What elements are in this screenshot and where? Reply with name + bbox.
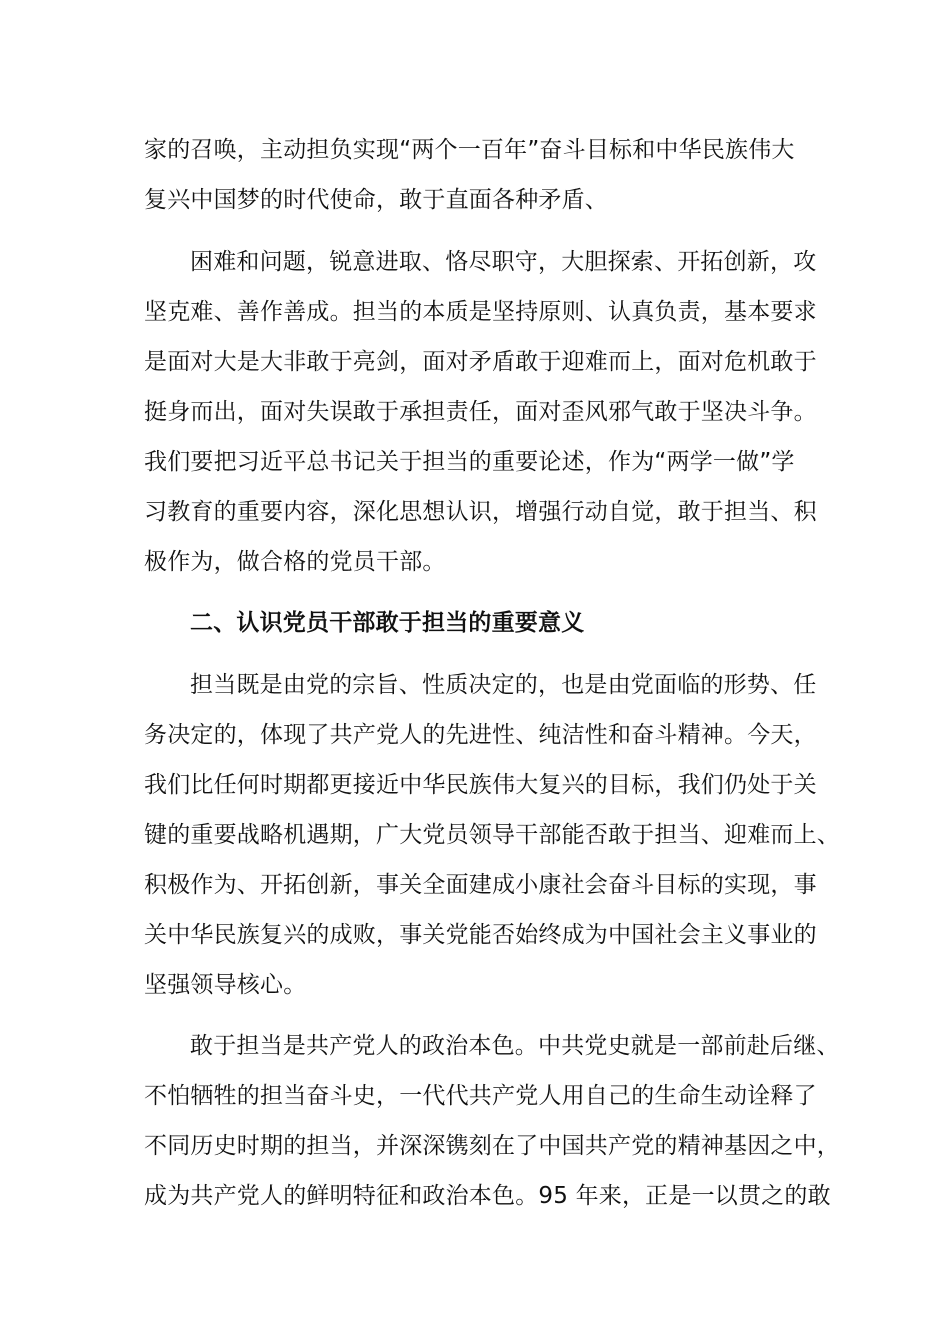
paragraph-2-line-4: 挺身而出，面对失误敢于承担责任，面对歪风邪气敢于坚决斗争。 <box>144 399 817 425</box>
paragraph-4-line-4: 成为共产党人的鲜明特征和政治本色。95 年来，正是一以贯之的敢 <box>144 1183 831 1209</box>
paragraph-2-line-5: 我们要把习近平总书记关于担当的重要论述，作为“两学一做”学 <box>144 449 795 475</box>
paragraph-4-line-1: 敢于担当是共产党人的政治本色。中共党史就是一部前赴后继、 <box>190 1033 840 1059</box>
paragraph-2-line-1: 困难和问题，锐意进取、恪尽职守，大胆探索、开拓创新，攻 <box>190 249 817 275</box>
paragraph-2-line-3: 是面对大是大非敢于亮剑，面对矛盾敢于迎难而上，面对危机敢于 <box>144 349 817 375</box>
paragraph-4-line-2: 不怕牺牲的担当奋斗史，一代代共产党人用自己的生命生动诠释了 <box>144 1083 817 1109</box>
paragraph-2-line-7: 极作为，做合格的党员干部。 <box>144 549 446 575</box>
paragraph-3-line-4: 键的重要战略机遇期，广大党员领导干部能否敢于担当、迎难而上、 <box>144 822 840 848</box>
paragraph-3-line-6: 关中华民族复兴的成败，事关党能否始终成为中国社会主义事业的 <box>144 922 817 948</box>
paragraph-3-line-3: 我们比任何时期都更接近中华民族伟大复兴的目标，我们仍处于关 <box>144 772 817 798</box>
paragraph-3-line-2: 务决定的，体现了共产党人的先进性、纯洁性和奋斗精神。今天， <box>144 722 817 748</box>
section-heading: 二、认识党员干部敢于担当的重要意义 <box>190 610 585 636</box>
paragraph-1-line-1: 家的召唤，主动担负实现“两个一百年”奋斗目标和中华民族伟大 <box>144 137 795 163</box>
paragraph-2-line-6: 习教育的重要内容，深化思想认识，增强行动自觉，敢于担当、积 <box>144 499 817 525</box>
paragraph-4-line-3: 不同历史时期的担当，并深深镌刻在了中国共产党的精神基因之中， <box>144 1133 840 1159</box>
paragraph-1-line-2: 复兴中国梦的时代使命，敢于直面各种矛盾、 <box>144 187 608 213</box>
paragraph-3-line-1: 担当既是由党的宗旨、性质决定的，也是由党面临的形势、任 <box>190 672 817 698</box>
paragraph-3-line-7: 坚强领导核心。 <box>144 972 307 998</box>
paragraph-2-line-2: 坚克难、善作善成。担当的本质是坚持原则、认真负责，基本要求 <box>144 299 817 325</box>
paragraph-3-line-5: 积极作为、开拓创新，事关全面建成小康社会奋斗目标的实现，事 <box>144 872 817 898</box>
